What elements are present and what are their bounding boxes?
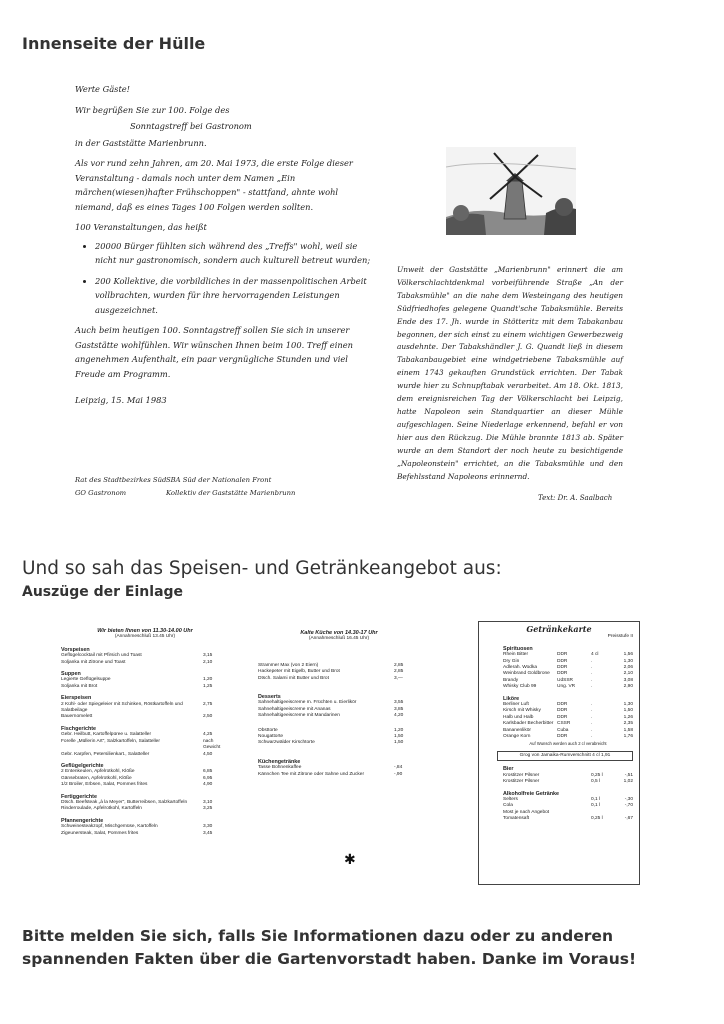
drink-origin: DDR: [557, 708, 568, 714]
drink-price: 1,02: [623, 779, 633, 785]
menu-item-name: Gebr. Karpfen, Petersilienkart., Salatteller: [61, 751, 150, 757]
drink-price: 1,30: [623, 658, 633, 664]
menu-item-price: 2,50: [203, 714, 213, 720]
letter-greeting: Werte Gäste!: [75, 84, 131, 94]
drink-origin: DDR: [557, 671, 568, 677]
menu-section-heading: Pfannengerichte: [61, 817, 104, 824]
menu-title: Wir bieten Ihnen von 11.30-14.00 Uhr: [97, 628, 193, 634]
drink-name: Halb und Halb: [503, 714, 534, 720]
menu-item-price: 1,50: [394, 734, 404, 740]
menu-item-price: 4,20: [394, 713, 404, 719]
menu-item-price: 1,25: [203, 683, 213, 689]
drink-origin: [557, 779, 591, 785]
drink-price: 1,30: [623, 702, 633, 708]
menu-item-name: Hackepeter mit Eigelb, Butter und Brot: [258, 669, 340, 675]
menu-section-heading: Fertiggerichte: [61, 793, 97, 800]
drink-name: Brandy: [503, 677, 519, 683]
menu-section-heading: Geflügelgerichte: [61, 762, 104, 769]
drink-quantity: .: [591, 727, 593, 733]
drink-price: 1,26: [623, 714, 633, 720]
drink-price: 3,08: [623, 677, 633, 683]
drink-origin: CSSR: [557, 721, 571, 727]
drink-quantity: .: [591, 665, 593, 671]
menu-item-name: Sahnehaltigeeiscreme mit Mandarinen: [258, 713, 340, 719]
menu-item: [258, 720, 420, 728]
drink-price: 2,10: [623, 671, 633, 677]
signature-line: Kollektiv der Gaststätte Marienbrunn: [166, 489, 296, 497]
drink-quantity: .: [591, 684, 593, 690]
letter-history: Als vor rund zehn Jahren, am 20. Mai 1973, die erste Folge dieser Veranstaltung - damals noch unter dem Namen „Ein märchen(wiesen)hafter Frühschoppen" - stattfand, ahnte wohl niemand, daß es eines Tages 100 Folgen werden sollten.: [75, 158, 353, 212]
menu-item-name: Nougattorte: [258, 734, 284, 740]
menu-item-name: Legierte Geflügelsuppe: [61, 677, 111, 683]
menu-item-name: Schweinesteakzopf, Mischgemüse, Kartoffeln: [61, 824, 158, 830]
menu-section-heading: Vorspeisen: [61, 646, 90, 653]
menu-item-name: 1/2 Broiler, Erbsen, Salat, Pommes frites: [61, 782, 148, 788]
drink-origin: UdSSR: [557, 677, 573, 683]
drink-quantity: .: [591, 658, 593, 664]
menu-section-heading: Eierspeisen: [61, 695, 92, 702]
letter-venue: in der Gaststätte Marienbrunn.: [75, 137, 207, 148]
drink-price: 1,56: [623, 652, 633, 658]
drink-name: Weinbrand Goldbrone: [503, 671, 550, 677]
drink-name: Berliner Luft: [503, 702, 529, 708]
menu-item-price: 3,15: [203, 653, 213, 659]
drink-name: Most je nach Angebot: [503, 809, 550, 815]
drink-name: Kirsch mit Whisky: [503, 708, 541, 714]
windmill-illustration: [446, 147, 576, 235]
menu-item: [61, 714, 229, 720]
drink-origin: DDR: [557, 714, 568, 720]
signature-line: Rat des Stadtbezirkes Süd: [75, 476, 167, 484]
drink-name: Whisky Club 99: [503, 684, 537, 690]
signature-line: GO Gastronom: [75, 489, 127, 497]
drinks-list: [479, 634, 639, 822]
drink-origin: DDR: [557, 652, 568, 658]
price-level-note: Preisstufe II: [607, 634, 633, 640]
menu-item-name: Dtsch. Salami mit Butter und Brot: [258, 675, 329, 681]
drink-origin: DDR: [557, 665, 568, 671]
bottom-request-text: Bitte melden Sie sich, falls Sie Informationen dazu oder zu anderen spannenden Fakten über die Gartenvorstadt haben. Danke im Voraus!: [22, 927, 637, 968]
menu-item-name: 2 Kühl- oder Spiegeleier mit Schinken, Röstkartoffeln und Salatbeilage: [61, 701, 183, 714]
menu-item-price: 3,10: [203, 799, 213, 805]
menu-item-name: Gebr. Heilbutt, Kartoffelpüree u. Salatteller: [61, 732, 152, 738]
menu-item-price: 3,55: [394, 700, 404, 706]
letter-wishes: Auch beim heutigen 100. Sonntagstreff sollen Sie sich in unserer Gaststätte wohlfühlen. Wir wünschen Ihnen beim 100. Treff einen angenehmen Aufenthalt, ein paar vergnügliche Stunden und viel Freude am Programm.: [75, 325, 353, 379]
menu-section-heading: Küchengetränke: [258, 758, 301, 765]
menu-item-price: 2,85: [394, 662, 404, 668]
menu-item-price: 4,50: [203, 751, 213, 757]
drink-price: -,67: [624, 816, 633, 822]
drink-name: Cola: [503, 803, 513, 809]
menu-item-name: Dtsch. Beefsteak „à la Meyer", Butterreibsen, Salzkartoffeln: [61, 799, 188, 805]
drinks-section-heading: Liköre: [503, 695, 520, 702]
menu-item: [258, 772, 420, 778]
drink-quantity: .: [591, 734, 593, 740]
menu-item-price: 2,85: [394, 669, 404, 675]
drinks-note: Auf Wunsch werden auch 2 cl verabreicht: [529, 740, 607, 746]
text-credit: Text: Dr. A. Saalbach: [538, 494, 613, 502]
drink-price: 1,50: [623, 708, 633, 714]
menu-item-name: Forelle „Müllerin Art", Salzkartoffeln, Salatteller: [61, 738, 160, 744]
menu-item-price: 3,85: [394, 706, 404, 712]
letter-date: Leipzig, 15. Mai 1983: [75, 395, 167, 405]
drink-name: Selters: [503, 796, 518, 802]
menu-item-price: 2,10: [203, 659, 213, 665]
menu-item-name: Kännchen Tee mit Zitrone oder Sahne und Zucker: [258, 771, 365, 777]
drink-price: 1,76: [623, 734, 633, 740]
menu-item-name: Gänsebraten, Apfelrotkohl, Klöße: [61, 775, 132, 781]
drink-price: -,70: [624, 803, 633, 809]
drinks-title: Getränkekarte: [526, 624, 592, 634]
drink-quantity: .: [591, 702, 593, 708]
tobacco-mill-story: Unweit der Gaststätte „Marienbrunn" erinnert die am Völkerschlachtdenkmal vorbeiführende Straße „An der Tabaksmühle" an die nahe dem Westeingang des heutigen Südfriedhofes gelegene Quandt'sche Tabaksmühle. Bereits Ende des 17. Jh. wurde in Stötteritz mit dem Tabakanbau begonnen, der sich einst zu einem wichtigen Gewerbezweig ausdehnte. Der Tabakshändler J. G. Quandt ließ in diesem Tabakanbaugebiet eine windgetriebene Tabaksmühle auf einem 1743 gekauften Grundstück errichten. Der Tabak wurde hier zu Schnupftabak verarbeitet. Am 18. Okt. 1813, dem ereignisreichen Tag der Völkerschlacht bei Leipzig, hatte Napoleon sein Standquartier an dieser Mühle aufgeschlagen. Seine Niederlage erkennend, befahl er von hier aus den Rückzug. Die Mühle brannte 1813 ab. Später wurde an dem Standort der noch heute zu besichtigende „Napoleonstein" errichtet, an die Tabaksmühle und den Befehlsstand Napoleons erinnernd.: [397, 265, 623, 481]
drink-origin: Cuba: [557, 727, 569, 733]
menu-item-name: Geflügelcocktail mit Pfirsich und Toast: [61, 653, 142, 659]
menu-item: [61, 831, 229, 837]
drink-quantity: 0,1 l: [591, 803, 601, 809]
drinks-section-heading: Alkoholfreie Getränke: [503, 790, 560, 797]
drink-origin: DDR: [557, 734, 568, 740]
menu-item-price: 3,30: [203, 824, 213, 830]
drink-price: 2,90: [623, 684, 633, 690]
menu-item-price: 1,50: [394, 740, 404, 746]
star-ornament: ✱: [344, 852, 356, 868]
drink-price: 2,06: [623, 665, 633, 671]
menu-section-heading: Desserts: [258, 694, 281, 701]
menu-item-price: 4,90: [203, 782, 213, 788]
menu-item-price: nach Gewicht: [203, 738, 221, 751]
menu-item: [258, 676, 420, 682]
page-heading: Innenseite der Hülle: [22, 34, 206, 53]
letter-intro: Wir begrüßen Sie zur 100. Folge des: [75, 104, 230, 115]
drink-item: [503, 816, 633, 822]
drink-name: Adlerah. Wodka: [503, 665, 538, 671]
signature-right: [166, 474, 295, 500]
menu-item-name: Soljanka mit Zitrone und Toast: [61, 659, 126, 665]
menu-item-price: 1,20: [394, 727, 404, 733]
drinks-section-heading: Spirituosen: [503, 645, 533, 652]
drink-quantity: 0,25 l: [591, 816, 603, 822]
menu-item-price: 6,85: [203, 769, 213, 775]
menu-item-name: Zigeunersteak, Salat, Pommes frites: [61, 830, 139, 836]
menu-item-name: Soljanka mit Brot: [61, 683, 98, 689]
menu-item: [61, 752, 229, 758]
drink-origin: [557, 816, 591, 822]
drink-quantity: .: [591, 714, 593, 720]
menu-item: [61, 806, 229, 812]
drink-item: [503, 734, 633, 740]
menu-item-price: 3,—: [394, 675, 403, 681]
drink-price: -,30: [624, 796, 633, 802]
drink-origin: DDR: [557, 658, 568, 664]
menu-title: Kalte Küche von 14.30-17 Uhr: [300, 630, 378, 636]
drink-name: Rhein Bitter: [503, 652, 529, 658]
menu-section-heading: Suppen: [61, 671, 81, 678]
drink-quantity: 0,5 l: [591, 779, 601, 785]
menu-item-name: Strammer Max (von 2 Eiern): [258, 662, 319, 668]
menu-item: [258, 740, 420, 746]
section-subtitle: Auszüge der Einlage: [22, 584, 184, 600]
drink-price: -,51: [624, 772, 633, 778]
menu-section-heading: Fischgerichte: [61, 725, 97, 732]
drink-quantity: .: [591, 671, 593, 677]
menu-item-price: 2,75: [203, 701, 213, 707]
menu-item-name: Bauernomelett: [61, 714, 93, 720]
menu-item-price: 3,25: [203, 806, 213, 812]
drink-origin: DDR: [557, 702, 568, 708]
grog-box: Grog von Jamaika-Rumverschnitt 4 cl 1,91: [497, 751, 633, 761]
menu-item-price: 4,25: [203, 732, 213, 738]
menu-item: [61, 684, 229, 690]
menu-subtitle: (Annahmeschluß 16.45 Uhr): [308, 636, 370, 642]
signature-left: [75, 474, 166, 500]
drink-name: Dry Gin: [503, 658, 520, 664]
drink-name: Karlsbader Becherbitter: [503, 721, 554, 727]
drinks-section-heading: Bier: [503, 766, 514, 773]
drink-name: Krostitzer Pilsner: [503, 779, 540, 785]
drink-name: Tomatensaft: [503, 816, 530, 822]
menu-item-name: Schwarzwälder Kirschtorte: [258, 740, 315, 746]
drink-name: Bananenlikör: [503, 727, 532, 733]
drink-quantity: 4 cl: [591, 652, 599, 658]
letter-bullets: [75, 239, 375, 318]
drink-quantity: .: [591, 677, 593, 683]
menu-item-name: Rinderroulade, Apfelrotkohl, Kartoffeln: [61, 806, 142, 812]
menu-item: [61, 739, 229, 752]
menu-item-name: Sahnehaltigeeiscreme m. Früchten u. Eierlikör: [258, 700, 357, 706]
letter-event-name: Sonntagstreff bei Gastronom: [130, 121, 252, 131]
menu-item-name: [258, 720, 394, 728]
menu-item-price: 1,20: [203, 677, 213, 683]
letter-count: 100 Veranstaltungen, das heißt: [75, 222, 207, 232]
welcome-letter: [75, 82, 375, 414]
drink-quantity: .: [591, 708, 593, 714]
menu-item: [61, 782, 229, 788]
drinks-menu: [478, 621, 640, 885]
cold-kitchen-menu: [258, 630, 420, 778]
menu-item: [61, 660, 229, 666]
menu-item-price: [394, 720, 420, 728]
drink-quantity: 0,1 l: [591, 796, 601, 802]
letter-bullet: • 20000 Bürger fühlten sich während des „Treffs" wohl, weil sie nicht nur gastronomisch, sondern auch kulturell betreut wurden;: [95, 239, 375, 268]
menu-item-price: 6,95: [203, 775, 213, 781]
signature-line: SBA Süd der Nationalen Front: [166, 476, 272, 484]
drink-price: 1,58: [623, 727, 633, 733]
drink-quantity: 0,25 l: [591, 772, 603, 778]
lunch-menu: [61, 628, 229, 837]
drink-item: [503, 684, 633, 690]
drink-name: Krostitzer Pilsner: [503, 772, 540, 778]
drink-item: [503, 779, 633, 785]
menu-subtitle: (Annahmeschluß 13.45 Uhr): [114, 634, 176, 640]
menu-item-price: 3,45: [203, 830, 213, 836]
drink-price: 2,35: [623, 721, 633, 727]
menu-item-price: -,90: [394, 771, 403, 777]
menu-item-name: Obsttorte: [258, 727, 278, 733]
menu-item-name: Sahnehaltigeeiscreme mit Ananas: [258, 706, 331, 712]
menu-item: [61, 702, 229, 715]
section-title: Und so sah das Speisen- und Getränkeangebot aus:: [22, 558, 502, 579]
drink-quantity: .: [591, 721, 593, 727]
drink-name: Orange Korn: [503, 734, 531, 740]
menu-item-name: Tasse Bohnenkaffee: [258, 765, 302, 771]
menu-item-price: -,84: [394, 765, 403, 771]
letter-bullet: • 200 Kollektive, die vorbildliches in der massenpolitischen Arbeit vollbrachten, wurden für ihre hervorragenden Leistungen ausgezeichnet.: [95, 274, 375, 318]
menu-spacer: [258, 649, 420, 663]
drink-origin: Ung. VR: [557, 684, 576, 690]
menu-item-name: 2 Entenkeulen, Apfelrotkohl, Klöße: [61, 769, 135, 775]
